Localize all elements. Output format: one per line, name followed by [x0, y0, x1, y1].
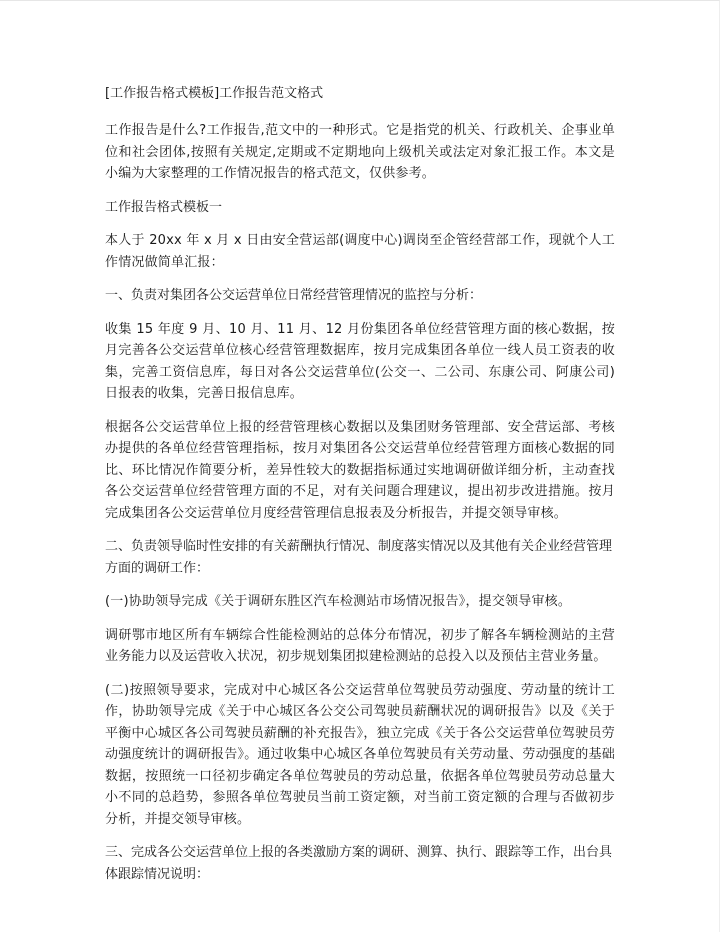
section-heading-template-one: 工作报告格式模板一 [105, 199, 223, 215]
section-heading-three: 三、完成各公交运营单位上报的各类激励方案的调研、测算、执行、跟踪等工作，出台具体跟踪情况说明： [105, 845, 613, 882]
paragraph-opening: 本人于 20xx 年 x 月 x 日由安全营运部(调度中心)调岗至企管经营部工作，现就个人工作情况做简单汇报： [105, 233, 615, 270]
paragraph-subsection-one: (一)协助领导完成《关于调研东胜区汽车检测站市场情况报告》，提交领导审核。 [105, 594, 572, 609]
document-title: [工作报告格式模板]工作报告范文格式 [105, 86, 324, 101]
paragraph-data-collection: 收集 15 年度 9 月、10 月、11 月、12 月份集团各单位经营管理方面的核心数据，按月完善各公交运营单位核心经营管理数据库，按月完成集团各单位一线人员工资表的收集，完善工资信息库，每日对各公交运营单位(公交一、二公司、东康公司、阿康公司)日报表的收集，完善日报信息库。 [105, 321, 615, 401]
paragraph-inspection-survey: 调研鄂市地区所有车辆综合性能检测站的总体分布情况，初步了解各车辆检测站的主营业务能力以及运营收入状况，初步规划集团拟建检测站的总投入以及预估主营业务量。 [105, 627, 615, 664]
paragraph-intro: 工作报告是什么?工作报告,范文中的一种形式。它是指党的机关、行政机关、企事业单位和社会团体,按照有关规定,定期或不定期地向上级机关或法定对象汇报工作。本文是小编为大家整理的工作情况报告的格式范文，仅供参考。 [105, 123, 615, 181]
section-heading-two: 二、负责领导临时性安排的有关薪酬执行情况、制度落实情况以及其他有关企业经营管理方面的调研工作： [105, 539, 613, 576]
paragraph-subsection-two: (二)按照领导要求，完成对中心城区各公交运营单位驾驶员劳动强度、劳动量的统计工作，协助领导完成《关于中心城区各公交公司驾驶员薪酬状况的调研报告》以及《关于平衡中心城区各公司驾驶员薪酬的补充报告》，独立完成《关于各公交运营单位驾驶员劳动强度统计的调研报告》。通过收集中心城区各单位驾驶员有关劳动量、劳动强度的基础数据，按照统一口径初步确定各单位驾驶员的劳动总量，依据各单位驾驶员劳动总量大小不同的总趋势，参照各单位驾驶员当前工资定额，对当前工资定额的合理与否做初步分析，并提交领导审核。 [105, 682, 615, 827]
section-heading-one: 一、负责对集团各公交运营单位日常经营管理情况的监控与分析： [105, 288, 483, 303]
document-body [105, 85, 615, 897]
paragraph-analysis: 根据各公交运营单位上报的经营管理核心数据以及集团财务管理部、安全营运部、考核办提供的各单位经营管理指标，按月对集团各公交运营单位经营管理方面核心数据的同比、环比情况作简要分析，差异性较大的数据指标通过实地调研做详细分析，主动查找各公交运营单位经营管理方面的不足，对有关问题合理建议，提出初步改进措施。按月完成集团各公交运营单位月度经营管理信息报表及分析报告，并提交领导审核。 [105, 419, 615, 521]
